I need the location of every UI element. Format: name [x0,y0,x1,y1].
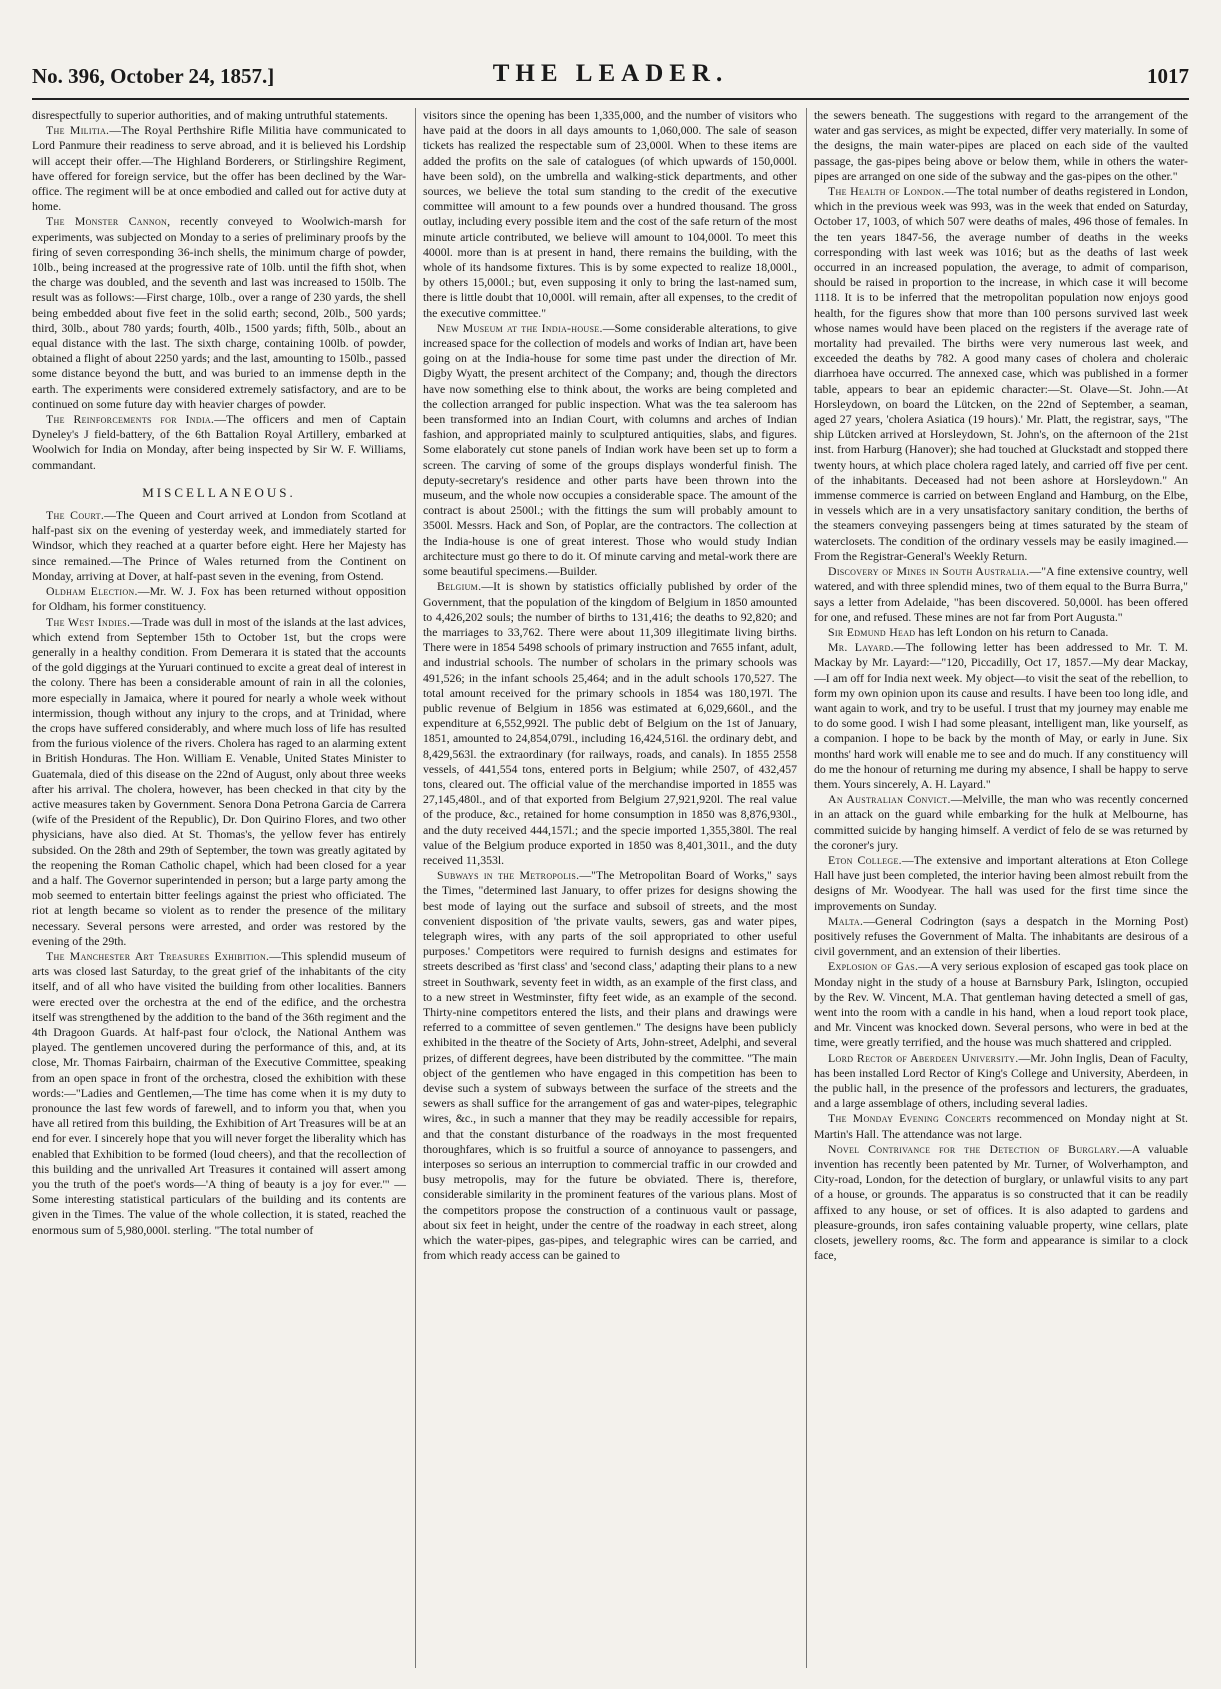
article-text: —The extensive and important alterations at Eton College Hall have just been completed, the interior having been almost rebuilt from the designs of Mr. Woodyear. The hall was used for the first time since the improvements on Sunday. [814,852,1188,913]
article-paragraph [814,108,1188,184]
article-paragraph [814,1051,1188,1112]
article-text: visitors since the opening has been 1,335,000, and the number of visitors who have paid at the doors in all days amounts to 1,060,000. The sale of season tickets has realized the respectable sum of 23,000l. When to these items are added the profits on the sale of catalogues (of which upwards of 150,000l. have been sold), on the umbrella and walking-stick departments, and other sources, we believe the total sum standing to the credit of the executive committee will amount to a few pounds over a hundred thousand. The gross outlay, including every possible item and the cost of the safe return of the most minute article contributed, we believe will amount to 104,000l. To meet this 4000l. more than is at present in hand, there remains the building, with the whole of its handsome fixtures. This is by some expected to realize 18,000l., by others 15,000l.; but, even supposing it only to bring the last-named sum, there is little doubt that 10,000l. will remain, after all expenses, to the credit of the executive committee." [423,108,797,320]
article-text: —The officers and men of Captain Dyneley's J field-battery, of the 6th Battalion Royal Artillery, embarked at Woolwich for India on Monday, after being inspected by Sir W. F. Williams, commandant. [32,412,406,472]
article-heading: Eton College. [828,852,902,867]
publication-title: THE LEADER. [492,60,729,87]
article-heading: Subways in the Metropolis. [437,868,580,883]
article-text: —Trade was dull in most of the islands at the last advices, which extend from September 15th to October 1st, but the crops were generally in a healthy condition. From Demerara it is stated that the accounts of the gold diggings at the Yuruari continued to excite a great deal of interest in the colony. There has been a considerable amount of rain in all the colonies, more especially in Jamaica, where it poured for nearly a whole week without intermission, though without any injury to the crops, and at Trinidad, where the crops have suffered considerably, and where much loss of life has resulted from the furious violence of the rivers. Cholera has raged to an alarming extent in British Honduras. The Hon. William E. Venable, United States Minister to Guatemala, died of this disease on the 22nd of August, only about three weeks after his arrival. The cholera, however, has been checked in that city by the active measures taken by Government. Senora Dona Petrona Garcia de Carrera (wife of the President of the Republic), Dr. Don Quirino Flores, and two other physicians, have also died. At St. Thomas's, the yellow fever has entirely subsided. On the 28th and 29th of September, the town was greatly agitated by the reopening the Roman Catholic chapel, which had been closed for a year and a half. The Governor superintended in person; but a large party among the mob seemed to entertain bitter feelings against the priest who officiated. The riot at length became so violent as to render the presence of the military necessary. Several persons were arrested, and order was restored by the evening of the 29th. [32,614,406,948]
article-paragraph [32,123,406,214]
article-paragraph [423,321,797,579]
article-paragraph [814,792,1188,853]
article-paragraph [423,868,797,1263]
article-paragraph [814,1142,1188,1264]
article-paragraph [32,108,406,123]
column-3 [814,108,1188,1668]
article-heading: Explosion of Gas. [828,959,919,974]
article-text: —The following letter has been addressed to Mr. T. M. Mackay by Mr. Layard:—"120, Piccadilly, Oct 17, 1857.—My dear Mackay,—I am off for India next week. My object—to visit the seat of the rebellion, to form my own opinion upon its cause and results. I have been too long idle, and want again to work, and try to be useful. I trust that my journey may enable me to do some good. I wish I had some pleasant, intelligent man, like yourself, as a companion. I hope to be back by the month of May, or early in June. Six months' hard work will enable me to see and do much. If any constituency will do me the honour of returning me during my absence, I shall be happy to serve them. Yours sincerely, A. H. Layard." [814,640,1188,791]
column-1 [32,108,406,1668]
article-heading: The Militia. [46,123,110,138]
article-heading: Oldham Election. [46,584,138,599]
article-text: —"A fine extensive country, well watered, and with three splendid mines, two of them equal to the Burra Burra," says a letter from Adelaide, "has been discovered. 50,000l. has been offered for one, and refused. These mines are not far from Port Augusta." [814,564,1188,624]
article-heading: An Australian Convict. [828,792,951,807]
article-text: —A valuable invention has recently been patented by Mr. Turner, of Wolverhampton, and City-road, London, for the detection of burglary, or unlawful visits to any part of a house, or grounds. The apparatus is so constructed that it can be readily affixed to any house, or set of offices. It is also adapted to gardens and pleasure-grounds, iron safes containing valuable property, wine cellars, plate closets, jewellery rooms, &c. The form and appearance is similar to a clock face, [814,1141,1188,1263]
article-heading: The Health of London. [828,184,945,199]
article-heading: Lord Rector of Aberdeen University. [828,1050,1019,1065]
article-heading: The Monday Evening Concerts [828,1111,992,1126]
article-text: —General Codrington (says a despatch in the Morning Post) positively refuses the Government of Malta. The inhabitants are desirous of a civil government, and an extension of their liberties. [814,913,1188,959]
article-heading: Mr. Layard. [828,640,894,655]
article-paragraph [814,640,1188,792]
article-heading: The West Indies. [46,614,131,629]
article-text: —This splendid museum of arts was closed last Saturday, to the great grief of the inhabitants of the city itself, and of all who have visited the building from other localities. Banners were erected over the orchestra at the end of the edifice, and the orchestra itself was strengthened by the addition to the band of the 36th regiment and the 4th Dragoon Guards. At half-past four o'clock, the National Anthem was played. The gentlemen uncovered during the performance of this, and, at its close, Mr. Thomas Fairbairn, chairman of the Executive Committee, speaking from an open space in front of the orchestra, closed the exhibition with these words:—"Ladies and Gentlemen,—The time has come when it is my duty to pronounce the last few words of farewell, and to inform you that, when you have all retired from this building, the Exhibition of Art Treasures will be at an end for ever. I sincerely hope that you will never forget the liberality which has enabled that Exhibition to be formed (loud cheers), and that the recollection of this building and the unrivalled Art Treasures it contained will assert among you the truth of the poet's words—'A thing of beauty is a joy for ever.'" —Some interesting statistical particulars of the building and its contents are given in the Times. The value of the whole collection, it is stated, reached the enormous sum of 5,980,000l. sterling. "The total number of [32,948,406,1237]
article-paragraph [32,949,406,1238]
article-heading: Malta. [828,913,864,928]
article-paragraph [814,184,1188,564]
article-paragraph [32,508,406,584]
article-columns [32,108,1189,1668]
article-paragraph [32,214,406,412]
article-text: recommenced on Monday night at St. Martin's Hall. The attendance was not large. [814,1111,1188,1141]
column-rule [806,108,807,1668]
article-text: —A very serious explosion of escaped gas took place on Monday night in the study of a house at Barnsbury Park, Islington, occupied by the Rev. W. Vincent, M.A. That gentleman having detected a smell of gas, went into the room with a candle in his hand, when a loud report took place, and Mr. Vincent was knocked down. Several persons, who were in bed at the time, were greatly terrified, and the house was much shattered and crippled. [814,959,1188,1050]
article-heading: The Monster Cannon, [46,214,171,229]
column-rule [415,108,416,1668]
article-text: has left London on his return to Canada. [915,624,1109,639]
article-heading: Sir Edmund Head [828,624,916,639]
article-paragraph [814,853,1188,914]
article-paragraph [814,959,1188,1050]
column-2 [423,108,797,1668]
article-heading: Discovery of Mines in South Australia. [828,564,1030,579]
article-text: —The total number of deaths registered in London, which in the previous week was 993, was in the week that ended on Saturday, October 17, 1003, of which 507 were deaths of males, 496 those of females. In the ten years 1847-56, the average number of deaths in the weeks corresponding with last week was 1016; but as the deaths of last week occurred in an increased population, the average, to admit of comparison, should be raised in proportion to the increase, in which case it will become 1118. It is to be inferred that the metropolitan population now enjoys good health, for the figures show that more than 100 persons survived last week whose names would have been placed on the registers if the average rate of mortality had prevailed. The births were very numerous last week, and exceeded the deaths by 782. A good many cases of cholera and choleraic diarrhoea have occurred. The annexed case, which was published in a former table, appears to bear an epidemic character:—St. Olave—St. John.—At Horsleydown, on board the Lütcken, on the 22nd of September, a seaman, aged 27 years, 'cholera Asiatica (19 hours).' Mr. Platt, the registrar, says, "The ship Lütcken arrived at Horsleydown, St. John's, on the afternoon of the 21st inst. from Harburg (Hanover); she had touched at Gluckstadt and stopped there twenty hours, at which place cholera raged lately, and carried off five per cent. of the inhabitants. Deceased had not been ashore at Horsleydown." An immense commerce is carried on between England and Hamburg, on the Elbe, in vessels which are in a very unsatisfactory sanitary condition, the berths of the steamers conveying passengers being at times saturated by the steam of waterclosets. The condition of the ordinary vessels may be easily imagined.—From the Registrar-General's Weekly Return. [814,184,1188,563]
article-paragraph [814,625,1188,640]
article-text: —Melville, the man who was recently concerned in an attack on the guard while embarking for the hulk at Melbourne, has committed suicide by hanging himself. A verdict of felo de se was returned by the coroner's jury. [814,792,1188,852]
article-paragraph [814,564,1188,625]
page-number: 1017 [1147,64,1189,88]
article-paragraph [423,579,797,868]
masthead [32,58,1189,100]
article-text: —"The Metropolitan Board of Works," says the Times, "determined last January, to offer prizes for designs showing the best mode of laying out the surface and subsoil of streets, and the most convenient disposition of 'the private vaults, sewers, gas and water pipes, telegraph wires, with any parts of the soil appropriated to other useful purposes.' Competitors were required to furnish designs and estimates for streets described as 'first class' and 'second class,' adapting their plans to a new street in Southwark, seventy feet in width, as an example of the first class, and to a new street in Westminster, fifty feet wide, as an example of the second. Thirty-nine competitors entered the lists, and their plans and drawings were referred to a committee of seven gentlemen." The designs have been publicly exhibited in the theatre of the Society of Arts, John-street, Adelphi, and several prizes, of different degrees, have been distributed by the committee. "The main object of the gentlemen who have engaged in this competition has been to devise such a system of subways between the surface of the streets and the sewers as shall suffice for the arrangement of gas and water-pipes, telegraphic wires, &c., in such a manner that they may be readily accessible for repairs, and that the constant disturbance of the roadways in the most frequented thoroughfares, which is so fruitful a source of annoyance to passengers, and interposes so serious an interruption to commercial traffic in our crowded and busy metropolis, may for the future be obviated. There is, therefore, considerable similarity in the prominent features of the various plans. Most of the competitors propose the construction of a continuous vault or passage, about six feet in height, under the centre of the roadway in each street, along which the water-pipes, gas-pipes, and telegraphic wires can be carried, and from which ready access can be gained to [423,868,797,1263]
article-heading: New Museum at the India-house. [437,320,603,335]
article-paragraph [423,108,797,321]
article-text: recently conveyed to Woolwich-marsh for experiments, was subjected on Monday to a series of preliminary proofs by the firing of seven corresponding 36-inch shells, the minimum charge of powder, 10lb., being increased at the progressive rate of 10lb. until the fifth shot, when the charge was doubled, and the seventh and last was increased to 150lb. The result was as follows:—First charge, 10lb., over a range of 230 yards, the shell being embedded about five feet in the solid earth; second, 20lb., 500 yards; third, 30lb., about 780 yards; fourth, 40lb., 1500 yards; fifth, 50lb., about an equal distance with the last. The sixth charge, containing 100lb. of powder, obtained a flight of about 2250 yards; and the last, amounting to 150lb., passed some distance beyond the butt, and was buried to an immense depth in the earth. The experiments were considered extremely satisfactory, and are to be continued on some future day with heavier charges of powder. [32,214,406,411]
section-heading: MISCELLANEOUS. [142,484,296,500]
article-paragraph [32,584,406,614]
article-paragraph [814,914,1188,960]
issue-line: No. 396, October 24, 1857.] [32,64,275,88]
article-text: —Mr. John Inglis, Dean of Faculty, has been installed Lord Rector of King's College and University, Aberdeen, in the public hall, in the presence of the professors and lecturers, the graduates, and a large assemblage of others, including several ladies. [814,1050,1188,1111]
article-heading: Belgium. [437,579,482,594]
article-heading: The Manchester Art Treasures Exhibition. [46,948,270,963]
article-heading: The Reinforcements for India. [46,412,215,427]
article-paragraph [32,412,406,473]
article-text: disrespectfully to superior authorities, and of making untruthful statements. [32,108,388,122]
article-text: the sewers beneath. The suggestions with regard to the arrangement of the water and gas services, as might be expected, differ very materially. In some of the designs, the main water-pipes are placed on each side of the vaulted passage, the gas-pipes being above or below them, while in others the water-pipes are arranged on one side of the subway and the gas-pipes on the other." [814,108,1188,183]
article-text: —Mr. W. J. Fox has been returned without opposition for Oldham, his former constituency. [32,584,406,614]
article-paragraph [814,1111,1188,1141]
article-heading: The Court. [46,508,105,523]
article-text: —Some considerable alterations, to give increased space for the collection of models and works of Indian art, have been going on at the India-house for some time past under the direction of Mr. Digby Wyatt, the present architect of the Company; and, though the directors have now something else to think about, the works are being completed and the collection arranged for public inspection. What was the tea saleroom has been transformed into an Indian Court, with columns and arches of Indian fashion, and appropriated mainly to sculptured antiquities, slabs, and figures. Some elaborately cut stone panels of Indian work have been set up to form a screen. The carving of some of the groups displays wonderful finish. The deputy-secretary's residence and other parts have been thrown into the museum, and the whole now occupies a considerable space. The amount of the contract is about 2500l.; with the fittings the sum will probably amount to 3500l. Messrs. Hack and Son, of Poplar, are the contractors. The collection at the India-house is one of great interest. Those who would study Indian architecture must go there to do it. Of minute carving and metal-work there are some beautiful specimens.—Builder. [423,320,797,579]
article-text: —The Queen and Court arrived at London from Scotland at half-past six on the evening of yesterday week, and immediately started for Windsor, which they reached at a quarter before eight. Here her Majesty has since remained.—The Prince of Wales returned from the Continent on Monday, arriving at Dover, at half-past seven in the evening, from Ostend. [32,508,406,583]
article-text: —It is shown by statistics officially published by order of the Government, that the population of the kingdom of Belgium in 1850 amounted to 4,426,202 souls; the number of births to 131,416; the deaths to 92,820; and the marriages to 33,762. There were about 11,309 illegitimate living births. There were in 1854 5498 schools of primary instruction and 7655 infant, adult, and industrial schools. The number of scholars in the primary schools was 491,526; in the infant schools 25,464; and in the adult schools 170,527. The total amount received for the primary schools in 1854 was 180,197l. The public revenue of Belgium in 1856 was estimated at 6,029,660l., and the expenditure at 6,552,992l. The public debt of Belgium on the 1st of January, 1851, amounted to 24,854,079l., including 16,424,516l. the ordinary debt, and 8,429,563l. the extraordinary (for railways, roads, and canals). In 1855 2558 vessels, of 441,554 tons, entered ports in Belgium; while 2507, of 432,457 tons, cleared out. The official value of the merchandise imported in 1855 was 27,145,480l., and of that exported from Belgium 27,921,920l. The real value of the produce, &c., retained for home consumption in 1850 was 8,876,930l., and the duty received 444,157l.; and the specie imported 1,355,380l. The real value of the Belgium produce exported in 1850 was 8,401,301l., and the duty received 11,353l. [423,579,797,867]
article-paragraph [32,615,406,949]
article-heading: Novel Contrivance for the Detection of Burglary. [828,1141,1120,1156]
article-text: —The Royal Perthshire Rifle Militia have communicated to Lord Panmure their readiness to serve abroad, and it is believed his Lordship will accept their offer.—The Highland Borderers, or Stirlingshire Regiment, have offered for foreign service, but the offer has been declined by the War-office. The regiment will be at once embodied and called out for active duty at home. [32,123,406,214]
